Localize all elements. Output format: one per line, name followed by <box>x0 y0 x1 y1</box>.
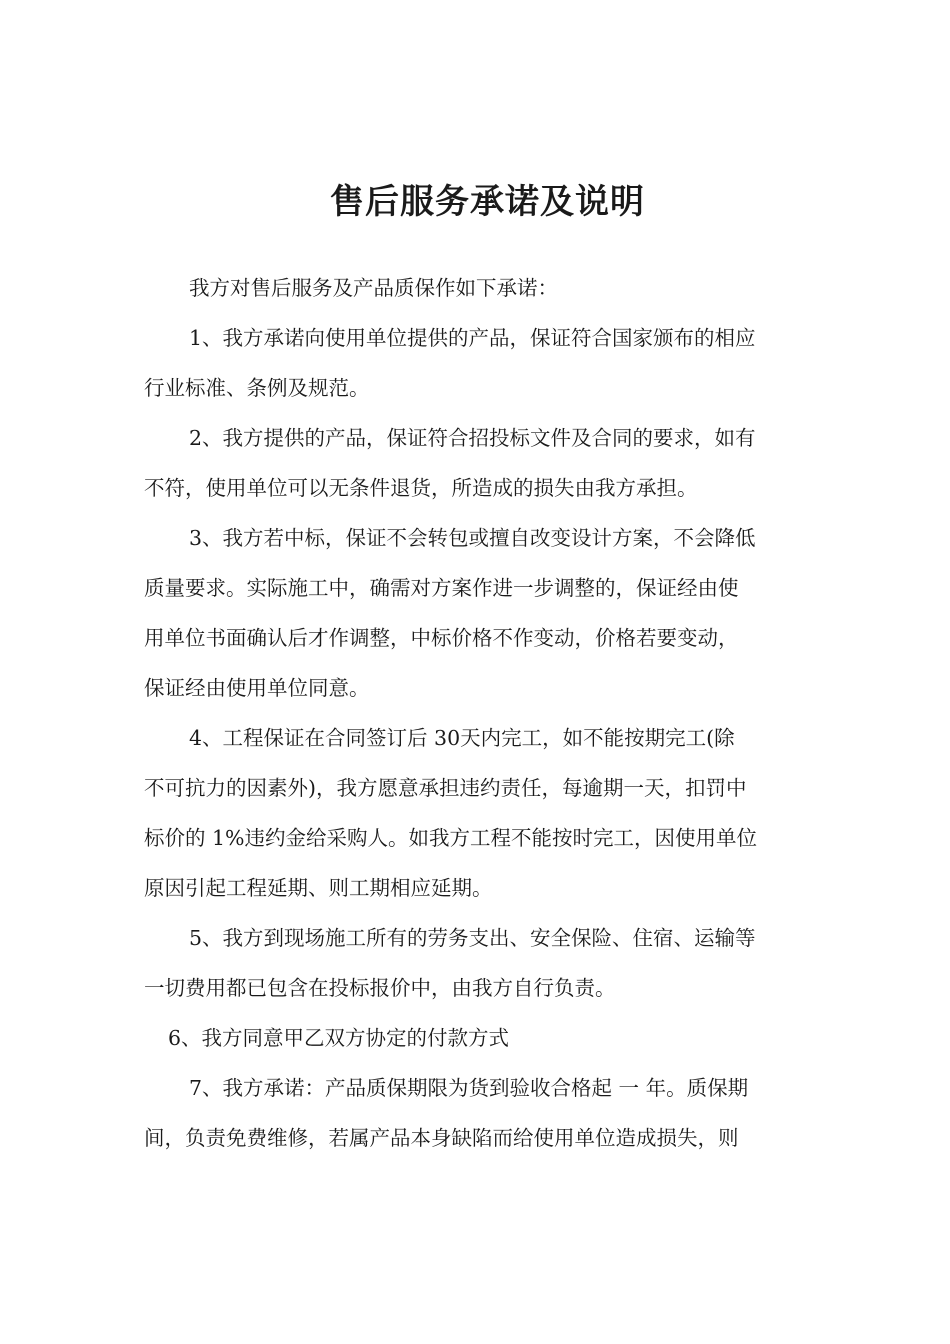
clause-5-line-1: 5、我方到现场施工所有的劳务支出、安全保险、住宿、运输等 <box>189 926 756 950</box>
clause-7-line-1: 7、我方承诺：产品质保期限为货到验收合格起 一 年。质保期 <box>189 1076 749 1100</box>
clause-3-line-1: 3、我方若中标，保证不会转包或擅自改变设计方案，不会降低 <box>189 526 756 550</box>
clause-4-line-4: 原因引起工程延期、则工期相应延期。 <box>144 876 493 900</box>
clause-5-line-2: 一切费用都已包含在投标报价中，由我方自行负责。 <box>144 976 616 1000</box>
clause-4-line-1: 4、工程保证在合同签订后 30天内完工，如不能按期完工(除 <box>189 726 735 750</box>
document-title: 售后服务承诺及说明 <box>330 182 645 222</box>
clause-3-line-4: 保证经由使用单位同意。 <box>144 676 370 700</box>
clause-3-line-2: 质量要求。实际施工中，确需对方案作进一步调整的，保证经由使 <box>144 576 739 600</box>
clause-6-line-1: 6、我方同意甲乙双方协定的付款方式 <box>168 1026 510 1050</box>
clause-1-line-1: 1、我方承诺向使用单位提供的产品，保证符合国家颁布的相应 <box>189 326 756 350</box>
clause-4-line-3: 标价的 1%违约金给采购人。如我方工程不能按时完工，因使用单位 <box>144 826 758 850</box>
clause-4-line-2: 不可抗力的因素外)，我方愿意承担违约责任，每逾期一天，扣罚中 <box>144 776 747 800</box>
intro-paragraph: 我方对售后服务及产品质保作如下承诺： <box>189 276 558 300</box>
clause-1-line-2: 行业标准、条例及规范。 <box>144 376 370 400</box>
clause-2-line-2: 不符，使用单位可以无条件退货，所造成的损失由我方承担。 <box>144 476 698 500</box>
clause-2-line-1: 2、我方提供的产品，保证符合招投标文件及合同的要求，如有 <box>189 426 756 450</box>
clause-3-line-3: 用单位书面确认后才作调整，中标价格不作变动，价格若要变动， <box>144 626 739 650</box>
clause-7-line-2: 间，负责免费维修，若属产品本身缺陷而给使用单位造成损失，则 <box>144 1126 739 1150</box>
document-body <box>144 263 806 1163</box>
